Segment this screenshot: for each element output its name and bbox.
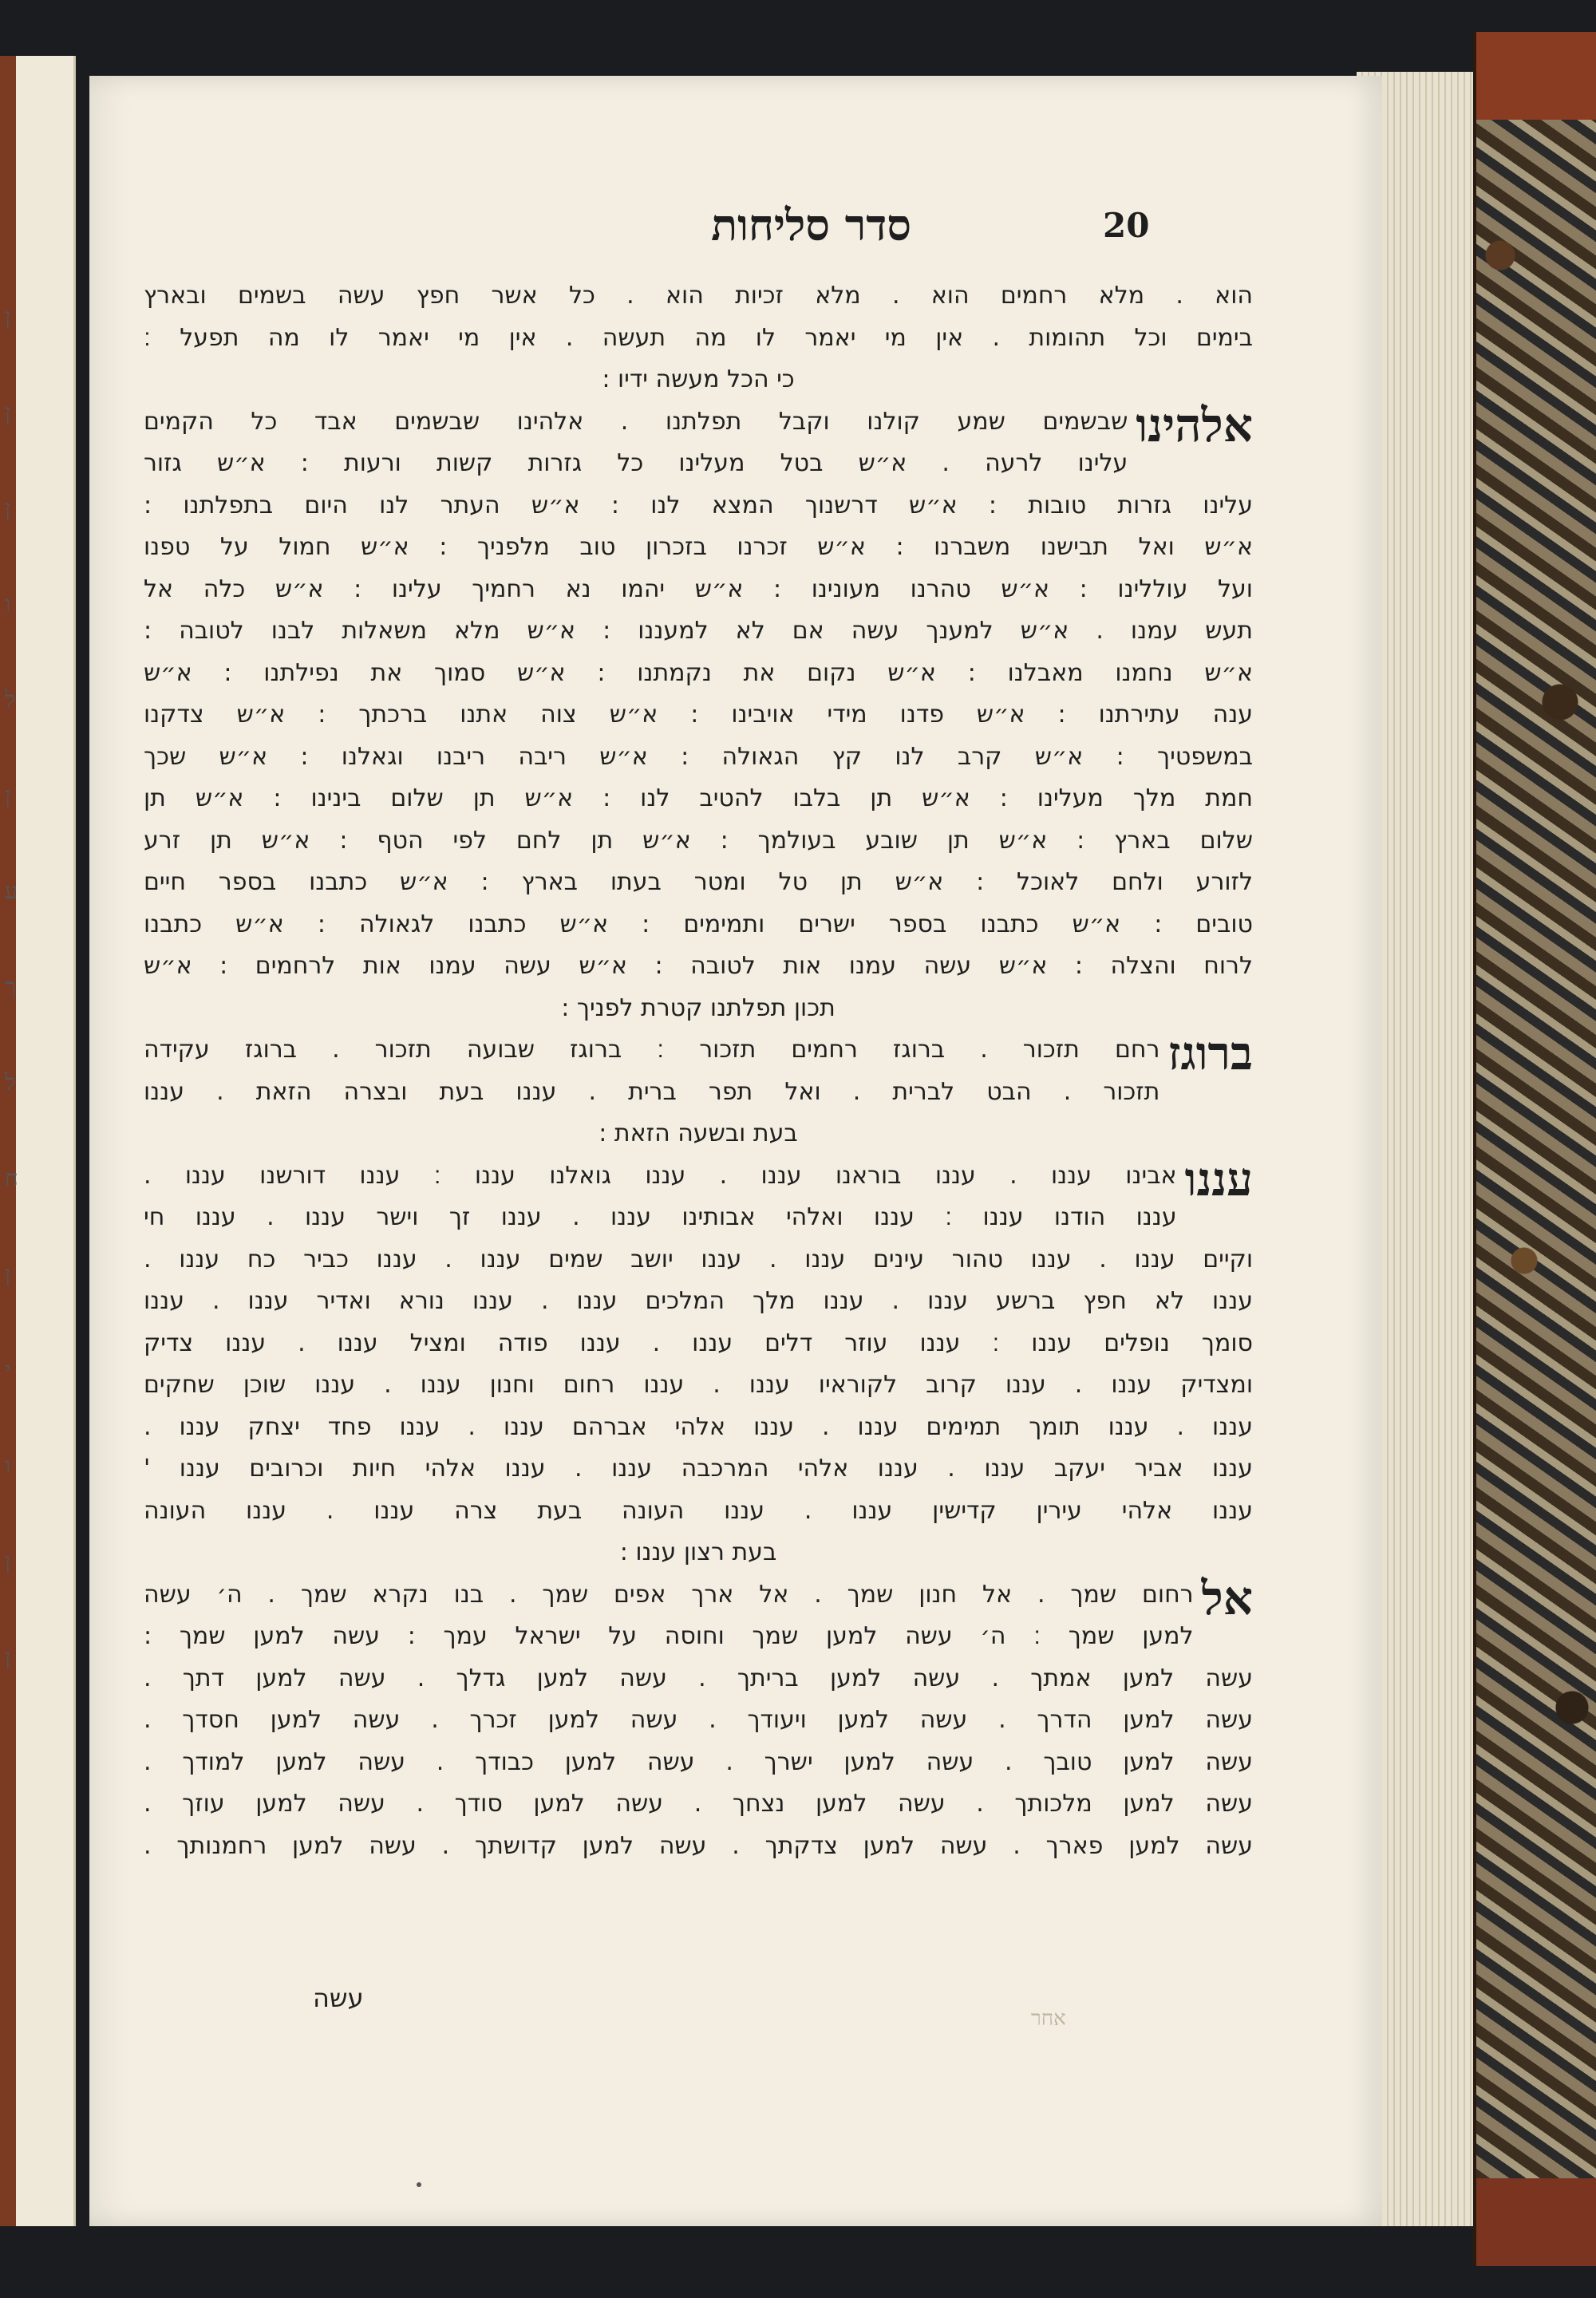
line-text: עשה למען מלכותך . עשה למען נצחך . עשה למען סודך . עשה למען עוזך . (144, 1790, 1253, 1818)
left-page-glyph: ע (5, 878, 18, 904)
line-text: עשה למען אמתך . עשה למען בריתך . עשה למען גדלך . עשה למען דתך . (144, 1664, 1253, 1692)
line-text: לרוח והצלה : א״ש עשה עמנו אות לטובה : א״ש עשה עמנו אות לרחמים : א״ש (144, 952, 1253, 980)
opening-word: אל (1201, 1570, 1253, 1625)
line-text: תזכור . הבט לברית . ואל תפר ברית . עננו בעת ובצרה הזאת . עננו (144, 1077, 1160, 1106)
line-text: עשה למען טובך . עשה למען ישרך . עשה למען כבודך . עשה למען למודך . (144, 1747, 1253, 1776)
left-binding (0, 56, 16, 2226)
left-page-glyph: ל (5, 1069, 16, 1096)
left-page-glyph: ו (5, 1452, 11, 1479)
opening-word: עננו (1184, 1151, 1253, 1206)
line-text: למען שמך ׃ ה׳ עשה למען שמך וחוסה על ישראל עמך : עשה למען שמך : (144, 1622, 1194, 1650)
left-page-glyph: ן (5, 1644, 11, 1670)
text-line (144, 1113, 1253, 1155)
left-page-glyph: ן (5, 782, 11, 808)
book-page (89, 76, 1382, 2226)
line-text: ועל עוללינו : א״ש טהרנו מעונינו : א״ש יהמו נא רחמיך עלינו : א״ש כלה אל (144, 574, 1253, 603)
text-line (144, 485, 1253, 527)
line-text: שבשמים שמע קולנו וקבל תפלתנו . אלהינו שבשמים אבד כל הקמים (144, 407, 1128, 436)
text-line (144, 1742, 1253, 1784)
line-text: תכון תפלתנו קטרת לפניך : (561, 993, 836, 1022)
line-text: עלינו לרעה . א״ש בטל מעלינו כל גזרות קשות ורעות : א״ש גזור (144, 449, 1128, 477)
paragraph (144, 1570, 1253, 1868)
left-page-glyph: ן (5, 399, 11, 425)
show-through-text: אחר (1031, 2007, 1066, 2031)
line-text: כי הכל מעשה ידיו : (602, 365, 795, 393)
paragraph (144, 275, 1253, 401)
text-line (144, 275, 1253, 318)
text-line (144, 1570, 1253, 1625)
text-line (144, 610, 1253, 653)
text-line (144, 1448, 1253, 1491)
line-text: בעת רצון עננו : (619, 1538, 777, 1566)
line-text: חמת מלך מעלינו : א״ש תן בלבו להטיב לנו : א״ש תן שלום בינינו : א״ש תן (144, 784, 1253, 812)
left-page-glyph: ל (5, 686, 16, 713)
text-line (144, 397, 1253, 452)
text-line (144, 1616, 1194, 1658)
paragraph (144, 1026, 1253, 1155)
line-text: א״ש נחמנו מאבלנו : א״ש נקום את נקמתנו : א״ש סמוך את נפילתנו : א״ש (144, 658, 1253, 687)
paragraph (144, 397, 1253, 1030)
line-text: במשפטיך : א״ש קרב לנו קץ הגאולה : א״ש ריבה ריבנו וגאלנו : א״ש שכך (144, 742, 1253, 771)
left-page-glyph: ך (5, 973, 16, 1000)
line-text: ענה עתירתנו : א״ש פדנו מידי אויבינו : א״ש צוה אתנו ברכתך : א״ש צדקנו (144, 701, 1253, 728)
text-line (144, 569, 1253, 611)
text-line (144, 1491, 1253, 1533)
left-page-glyph: ן (5, 1548, 11, 1574)
text-line (144, 736, 1253, 779)
left-page-glyph: ו (5, 590, 11, 617)
line-text: עשה למען הדרך . עשה למען ויעודך . עשה למען זכרך . עשה למען חסדך . (144, 1706, 1253, 1734)
marbled-cover (1473, 32, 1596, 2266)
text-line (144, 946, 1253, 988)
cover-corner-bottom (1476, 2178, 1596, 2266)
text-line (144, 1151, 1253, 1206)
text-line (144, 1281, 1253, 1323)
line-text: עשה למען פארך . עשה למען צדקתך . עשה למען קדושתך . עשה למען רחמנותך . (144, 1831, 1253, 1860)
left-page-glyph: ן (5, 495, 11, 521)
line-text: סומך נופלים עננו ׃ עננו עוזר דלים עננו . עננו פודה ומציל עננו . עננו צדיק (144, 1329, 1253, 1357)
text-line (144, 527, 1253, 569)
line-text: רחם תזכור . ברוגז רחמים תזכור ׃ ברוגז שבועה תזכור . ברוגז עקידה (144, 1036, 1160, 1064)
text-line (144, 1323, 1253, 1365)
running-title: סדר סליחות (711, 199, 911, 251)
text-line (144, 359, 1253, 401)
text-line (144, 904, 1253, 946)
line-text: אבינו עננו . עננו בוראנו עננו . עננו גואלנו עננו ׃ עננו דורשנו עננו . (144, 1161, 1177, 1190)
body-text (144, 275, 1253, 1867)
text-line (144, 778, 1253, 820)
line-text: בימים וכל תהומות . אין מי יאמר לו מה תעשה . אין מי יאמר לו מה תפעל ׃ (144, 323, 1253, 352)
text-line (144, 443, 1128, 485)
line-text: תעש עמנו . א״ש למענך עשה אם לא למעננו : א״ש מלא משאלות לבנו לטובה : (144, 617, 1253, 645)
text-line (144, 1364, 1253, 1407)
opening-word: אלהינו (1136, 397, 1253, 452)
line-text: הוא . מלא רחמים הוא . מלא זכיות הוא . כל אשר חפץ עשה בשמים ובארץ (144, 282, 1253, 310)
line-text: עננו . עננו תומך תמימים עננו . עננו אלהי אברהם עננו . עננו פחד יצחק עננו . (144, 1412, 1253, 1441)
line-text: רחום שמך . אל חנון שמך . אל ארך אפים שמך . בנו נקרא שמך . ה׳ עשה (144, 1580, 1194, 1609)
opening-word: ברוגז (1167, 1026, 1253, 1080)
text-line (144, 1197, 1177, 1239)
text-line (144, 1700, 1253, 1742)
left-page-glyph: ן (5, 1261, 11, 1287)
line-text: עלינו גזרות טובות : א״ש דרשנוך המצא לנו : א״ש העתר לנו היום בתפלתנו : (144, 491, 1253, 519)
line-text: עננו לא חפץ ברשע עננו . עננו מלך המלכים עננו . עננו נורא ואדיר עננו . עננו (144, 1287, 1253, 1315)
text-line (144, 318, 1253, 360)
page-number: 20 (1103, 206, 1150, 245)
text-line (144, 988, 1253, 1030)
line-text: שלום בארץ : א״ש תן שובע בעולמך : א״ש תן לחם לפי הטף : א״ש תן זרע (144, 826, 1253, 855)
page-header (89, 199, 1382, 263)
left-page-glyph: ן (5, 303, 11, 330)
line-text: עננו אלהי עירין קדישין עננו . עננו העונה בעת צרה עננו . עננו העונה (144, 1496, 1253, 1525)
text-line (144, 1407, 1253, 1449)
catchword: עשה (313, 1983, 364, 2013)
line-text: לזורע ולחם לאוכל : א״ש תן טל ומטר בעתו בארץ : א״ש כתבנו בספר חיים (144, 868, 1253, 896)
text-line (144, 694, 1253, 736)
line-text: טובים : א״ש כתבנו בספר ישרים ותמימים : א״ש כתבנו לגאולה : א״ש כתבנו (144, 910, 1253, 938)
paragraph (144, 1151, 1253, 1574)
line-text: בעת ובשעה הזאת : (598, 1119, 798, 1147)
line-text: ומצדיק עננו . עננו קרוב לקוראיו עננו . עננו רחום וחנון עננו . עננו שוכן שחקים (144, 1371, 1253, 1399)
left-page-glyph: ח (5, 1165, 18, 1191)
line-text: וקיים עננו . עננו טהור עינים עננו . עננו יושב שמים עננו . עננו כביר כח עננו . (144, 1245, 1253, 1273)
text-line (144, 1826, 1253, 1868)
cover-corner-top (1476, 32, 1596, 120)
text-line (144, 1658, 1253, 1700)
text-line (144, 1072, 1159, 1114)
text-line (144, 820, 1253, 863)
line-text: עננו אביר יעקב עננו . עננו אלהי המרכבה עננו . עננו אלהי חיות וכרובים עננו ' (144, 1455, 1253, 1483)
text-line (144, 653, 1253, 695)
text-line (144, 1783, 1253, 1826)
text-line (144, 1532, 1253, 1574)
line-text: עננו הודנו עננו ׃ עננו ואלהי אבותינו עננו . עננו זך וישר עננו . עננו חי (144, 1203, 1177, 1231)
line-text: א״ש ואל תבישנו משברנו : א״ש זכרנו בזכרון טוב מלפניך : א״ש חמול על טפנו (144, 533, 1253, 561)
text-line (144, 1026, 1253, 1080)
text-line (144, 862, 1253, 904)
text-line (144, 1239, 1253, 1281)
ink-dot (417, 2182, 421, 2187)
left-page-glyph: י (5, 1356, 11, 1383)
